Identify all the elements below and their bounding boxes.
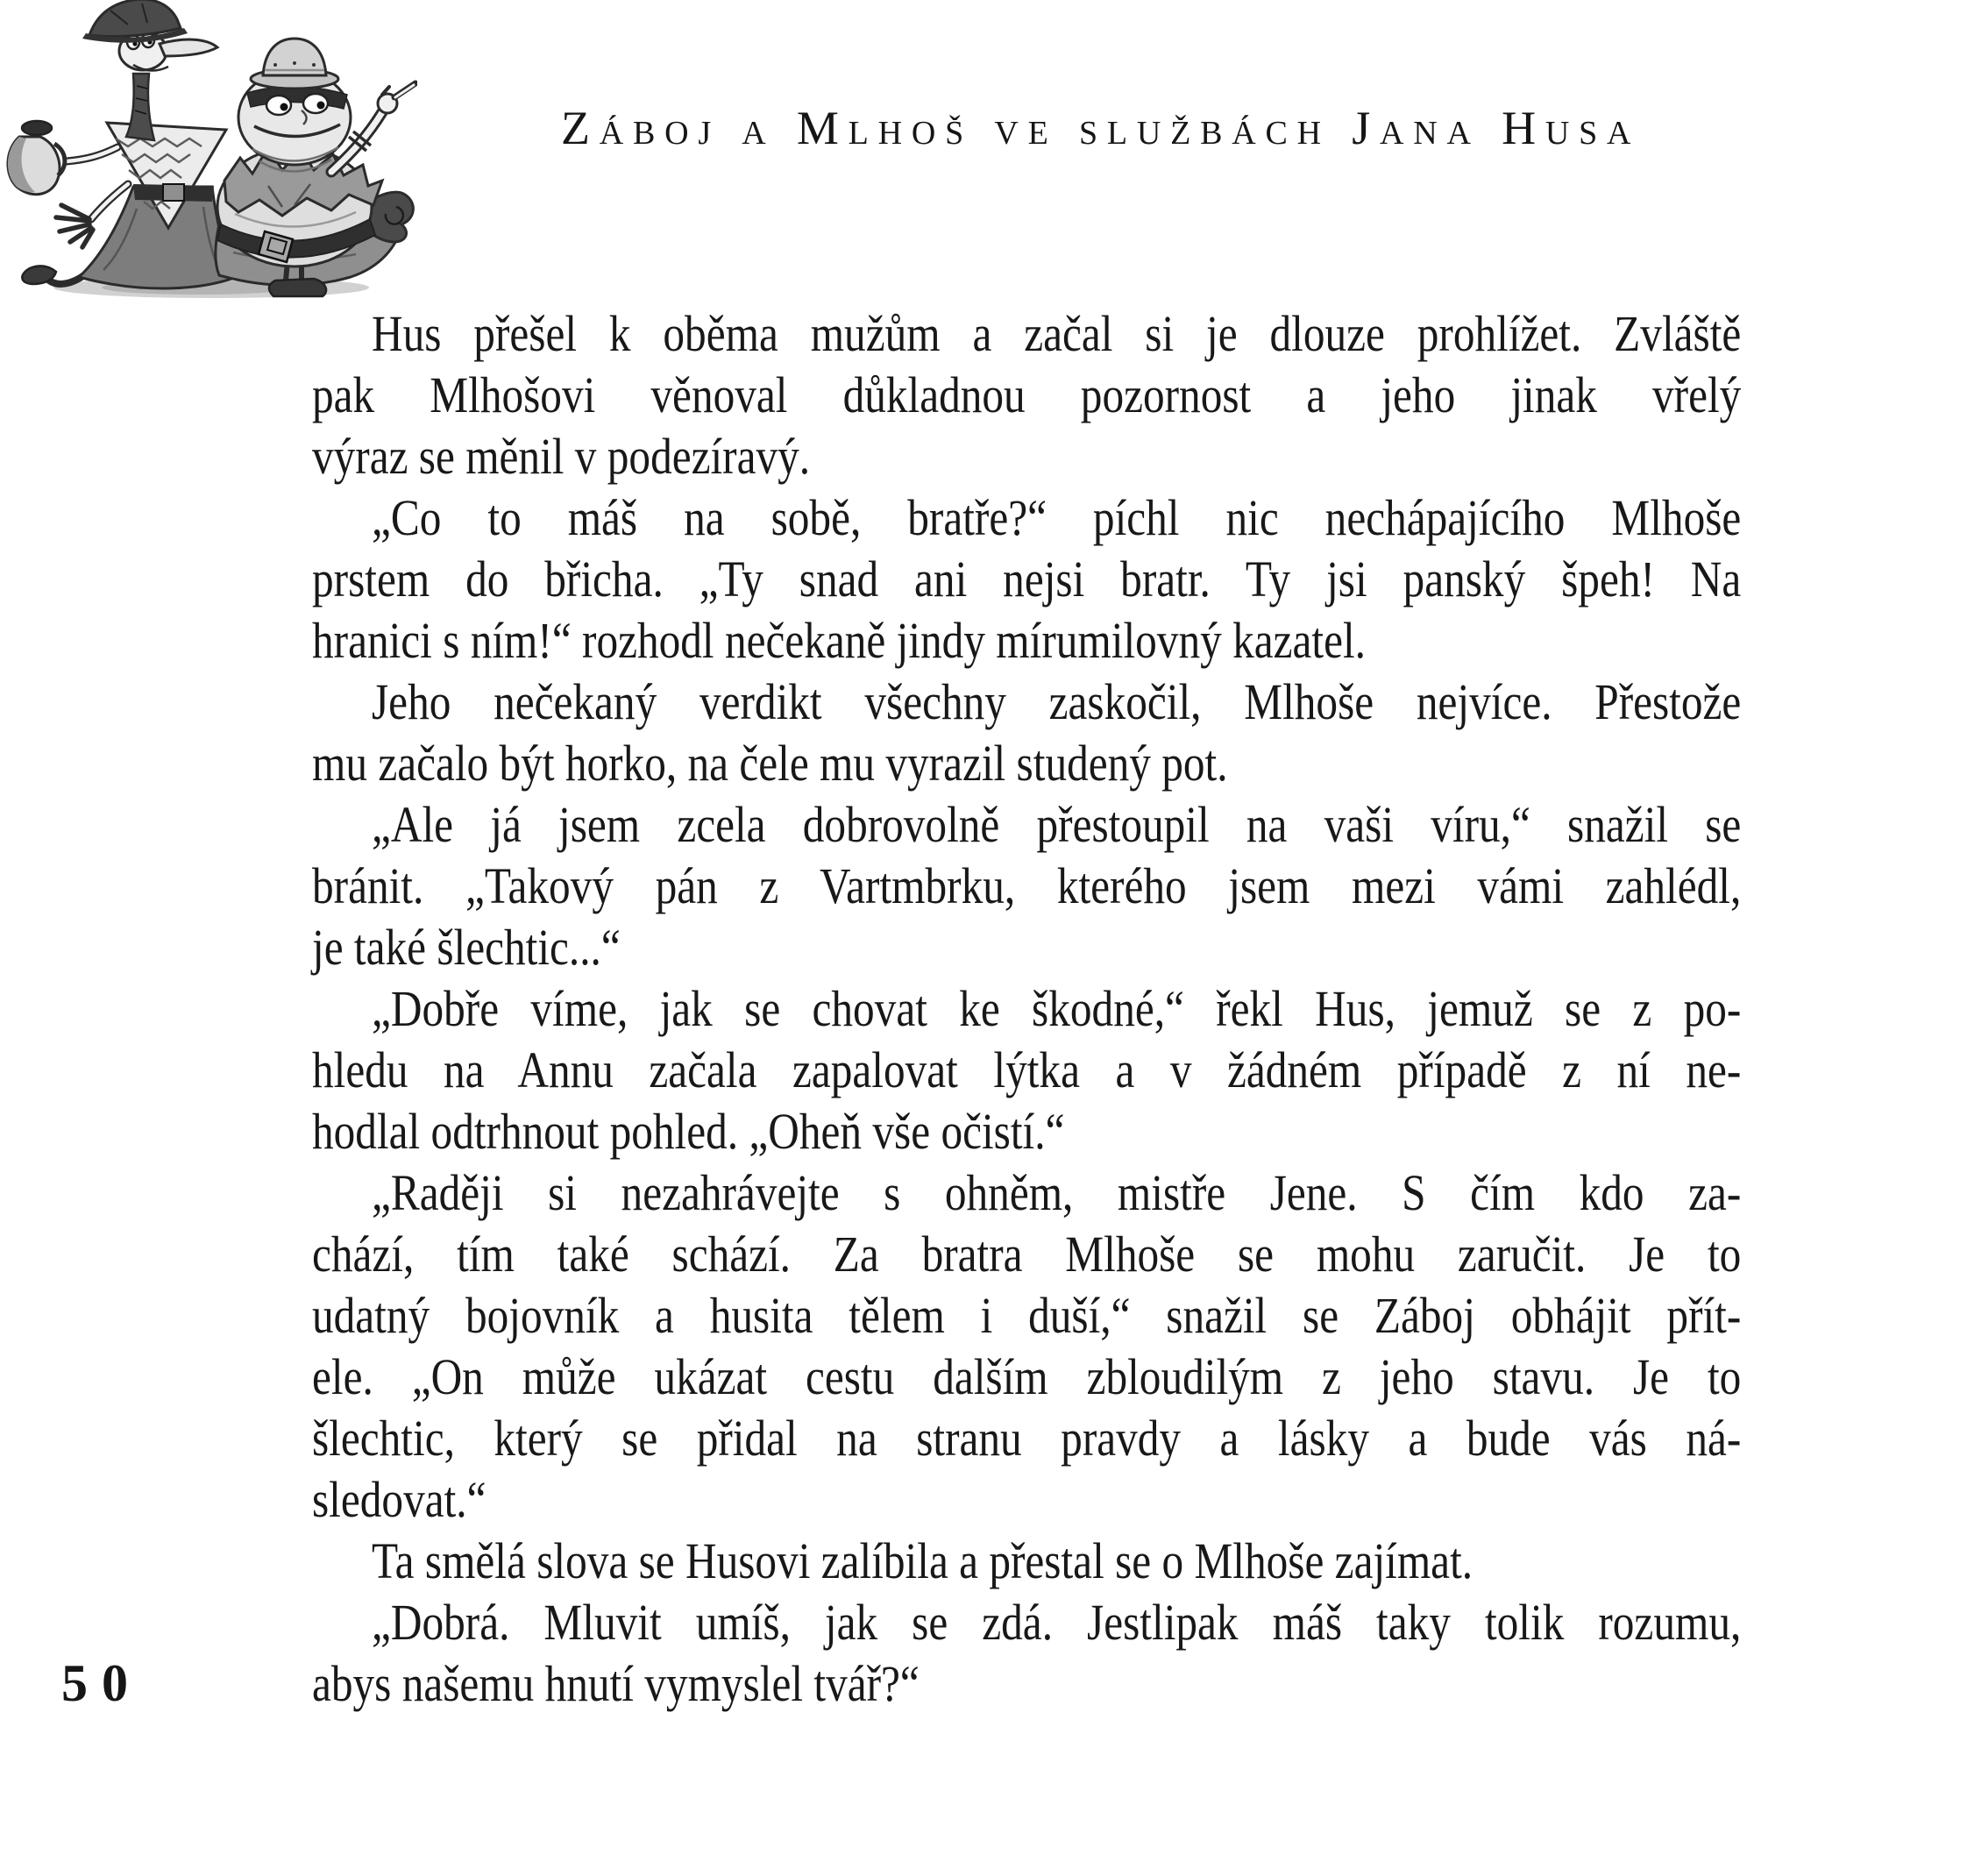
two-characters-drawing: [5, 0, 417, 301]
text-line: „Dobře víme, jak se chovat ke škodné,“ řekl Hus, jemuž se z po-: [372, 980, 1742, 1037]
chapter-header: Záboj a Mlhoš ve službách Jana Husa: [561, 102, 1641, 154]
text-line: „Co to máš na sobě, bratře?“ píchl nic nechápajícího Mlhoše: [372, 489, 1742, 546]
text-line: bránit. „Takový pán z Vartmbrku, kterého jsem mezi vámi zahlédl,: [312, 857, 1742, 914]
body-text: [312, 303, 1741, 1715]
text-line: „Raději si nezahrávejte s ohněm, mistře Jene. S čím kdo za-: [372, 1164, 1742, 1221]
text-line: hranici s ním!“ rozhodl nečekaně jindy mírumilovný kazatel.: [312, 612, 1366, 669]
text-line: sledovat.“: [312, 1471, 486, 1528]
text-line: hodlal odtrhnout pohled. „Oheň vše očistí.“: [312, 1103, 1065, 1160]
page-number: 50: [61, 1654, 142, 1712]
text-line: abys našemu hnutí vymyslel tvář?“: [312, 1655, 920, 1712]
text-line: Jeho nečekaný verdikt všechny zaskočil, Mlhoše nejvíce. Přestože: [372, 673, 1742, 730]
text-line: udatný bojovník a husita tělem i duší,“ snažil se Záboj obhájit přít-: [312, 1287, 1742, 1344]
text-line: prstem do břicha. „Ty snad ani nejsi bratr. Ty jsi panský špeh! Na: [312, 551, 1742, 608]
text-line: chází, tím také schází. Za bratra Mlhoše se mohu zaručit. Je to: [312, 1226, 1742, 1283]
text-line: Ta smělá slova se Husovi zalíbila a přestal se o Mlhoše zajímat.: [372, 1532, 1473, 1589]
text-line: šlechtic, který se přidal na stranu pravdy a lásky a bude vás ná-: [312, 1410, 1742, 1467]
text-line: Hus přešel k oběma mužům a začal si je dlouze prohlížet. Zvláště: [372, 305, 1742, 362]
text-line: „Ale já jsem zcela dobrovolně přestoupil na vaši víru,“ snažil se: [372, 796, 1742, 853]
illustration: [5, 0, 417, 302]
text-line: pak Mlhošovi věnoval důkladnou pozornost a jeho jinak vřelý: [312, 366, 1742, 423]
text-line: „Dobrá. Mluvit umíš, jak se zdá. Jestlipak máš taky tolik rozumu,: [372, 1594, 1742, 1651]
text-line: mu začalo být horko, na čele mu vyrazil studený pot.: [312, 735, 1228, 792]
text-line: ele. „On může ukázat cestu dalším zbloudilým z jeho stavu. Je to: [312, 1348, 1742, 1405]
text-line: je také šlechtic...“: [312, 919, 621, 976]
text-line: hledu na Annu začala zapalovat lýtka a v žádném případě z ní ne-: [312, 1041, 1742, 1098]
text-line: výraz se měnil v podezíravý.: [312, 428, 811, 485]
